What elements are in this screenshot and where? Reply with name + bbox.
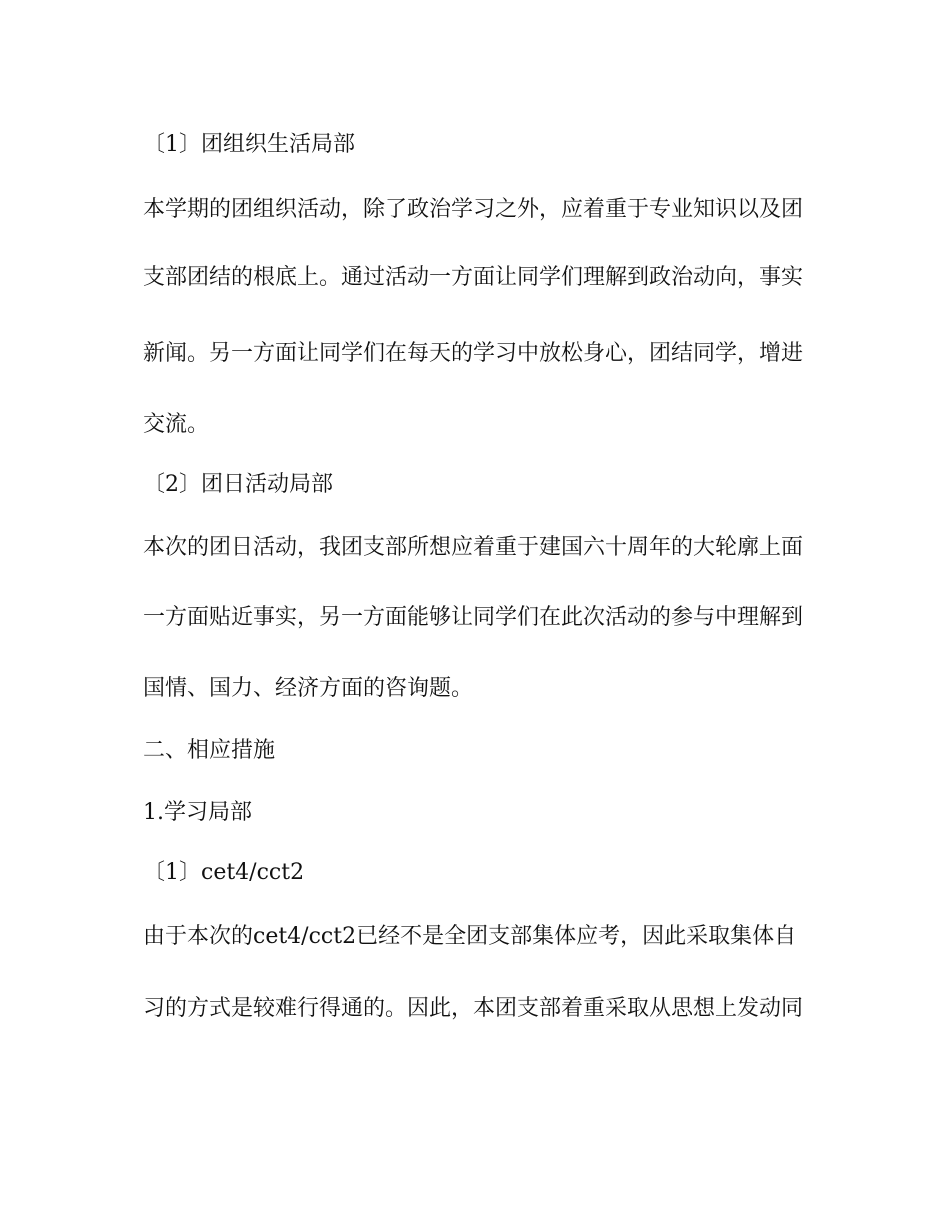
heading-measures: 二、相应措施	[143, 738, 276, 763]
paragraph-line: 交流。	[143, 412, 210, 437]
paragraph-line: 本学期的团组织活动，除了政治学习之外，应着重于专业知识以及团	[143, 197, 804, 222]
paragraph-line: 国情、国力、经济方面的咨询题。	[143, 676, 474, 701]
paragraph-line: 习的方式是较难行得通的。因此，本团支部着重采取从思想上发动同	[143, 996, 804, 1021]
paragraph-line: 一方面贴近事实，另一方面能够让同学们在此次活动的参与中理解到	[143, 605, 804, 630]
heading-team-life: 〔1〕团组织生活局部	[143, 132, 355, 157]
paragraph-line: 新闻。另一方面让同学们在每天的学习中放松身心，团结同学，增进	[143, 341, 804, 366]
heading-study: 1.学习局部	[143, 800, 252, 825]
paragraph-line: 支部团结的根底上。通过活动一方面让同学们理解到政治动向，事实	[143, 265, 804, 290]
heading-cet4-cct2: 〔1〕cet4/cct2	[143, 860, 305, 885]
paragraph-line: 本次的团日活动，我团支部所想应着重于建国六十周年的大轮廓上面	[143, 535, 804, 560]
paragraph-line: 由于本次的cet4/cct2已经不是全团支部集体应考，因此采取集体自	[143, 924, 797, 949]
heading-team-day: 〔2〕团日活动局部	[143, 472, 333, 497]
